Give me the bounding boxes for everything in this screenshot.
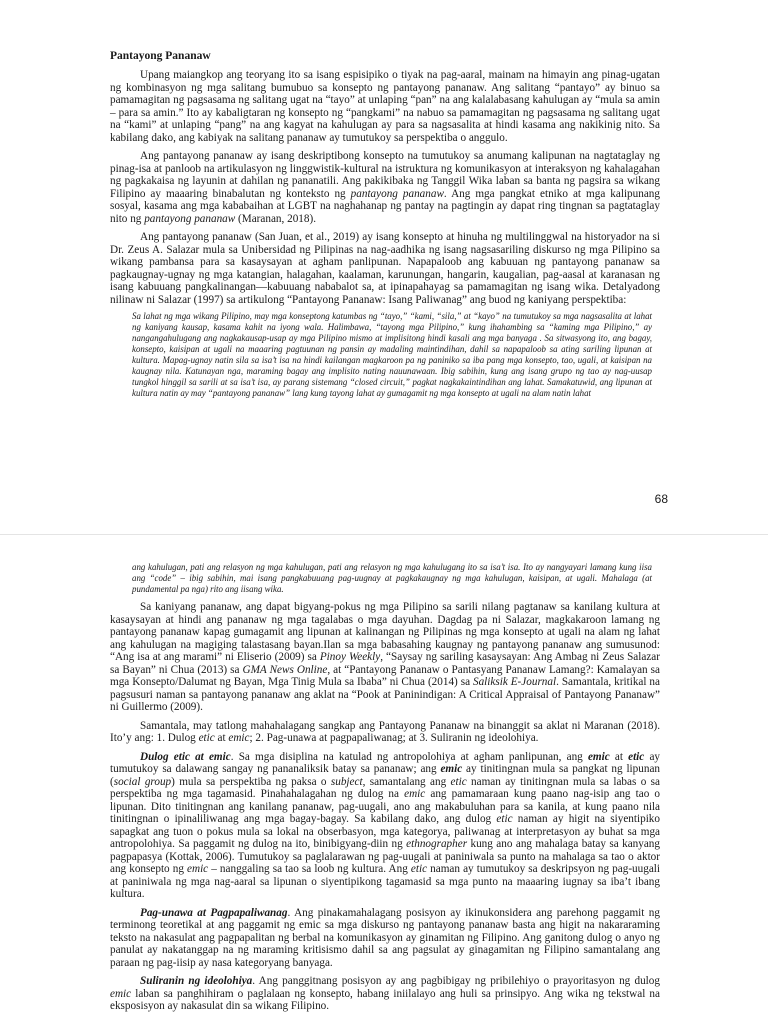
- text-run: (Maranan, 2018).: [235, 212, 317, 225]
- page-number: 68: [654, 492, 668, 506]
- text-run: ay tumutukoy sa dalawang sangay ng pananaliksik batay sa pananaw; ang: [110, 750, 660, 775]
- italic-term: ethnographer: [406, 838, 468, 850]
- text-run: laban sa panghihiram o paglalaan ng konsepto, habang iniilalayo ang huli sa prinsipyo. Ang wika ng tekstwal na eksposisyon ay nakasulat din sa wikang Filipino.: [110, 987, 660, 1012]
- text-run: , at “Pantayong Pananaw o Pantasyang Pananaw Lamang?: Kamalayan sa mga Konsepto/Dalumat ng Bayan, Mga Tinig Mula sa Ibaba” ni Chua (2014) sa: [110, 663, 660, 688]
- text-run: naman ay tinitingnan mula sa labas o sa perspektiba ng mga tagamasid. Pinahahalagahan ng dulog na: [110, 775, 660, 800]
- italic-term: emic: [228, 732, 250, 744]
- italic-term: social group: [113, 775, 172, 788]
- italic-term: etic: [410, 863, 428, 875]
- paragraph-understanding: [110, 907, 660, 970]
- paragraph-ideology: [110, 975, 660, 1013]
- text-run: . Samantala, kritikal na pagsusuri naman sa pantayong pananaw ang aklat na “Pook at Paninindigan: A Critical Appraisal of Pantayong Pananaw” ni Guillermo (2009).: [110, 676, 660, 713]
- text-run: Samantala, may tatlong mahahalagang sangkap ang Pantayong Pananaw na binanggit sa aklat ni Maranan (2018). Ito’y ang: 1. Dulog: [110, 719, 660, 744]
- text-run: Sa kaniyang pananaw, ang dapat bigyang-pokus ng mga Pilipino sa sarili nilang pagtanaw sa kanilang kultura at kasaysayan at hindi ang pananaw ng mga tagalabas o mga dayuhan. Dagdag pa ni Salazar, magkakaroon lamang ng pantayong pananaw kapag gumagamit ang lipunan at kalinangan ng Pilipinas ng mga konsepto at ugali na alam ng lahat ang kahulugan na magiging talastasang bayan.Ilan sa mga babasahing kaugnay ng pantayong pananaw ang sumusunod: “Ang isa at ang marami” ni Eliserio (2009) sa: [110, 601, 660, 663]
- document-page-69: [0, 552, 768, 1024]
- paragraph-etic-emic: [110, 751, 660, 901]
- italic-title: GMA News Online: [242, 663, 328, 676]
- run-in-heading: Pag-unawa at Pagpapaliwanag: [140, 906, 288, 919]
- page-separator: [0, 526, 768, 552]
- text-run: naman ay higit na siyentipiko sapagkat ang tuon o pokus mula sa lokal na obserbasyon, mga kategorya, paliwanag at interpretasyon ay buhat sa mga antropolohiya. Sa paggamit ng dulog na ito, binibigyang-diin ng: [110, 813, 660, 850]
- text-run: ang pamamaraan kung paano nag-isip ang tao o lipunan. Dito tinitingnan ang kanilang pananaw, pag-uugali, ano ang makabuluhan para sa kanila, at kung paano nila tinitingnan o ipinaliliwanag ang mga bagay-bagay. Sa kabilang dako, ang dulog: [110, 788, 660, 825]
- text-run: – nanggaling sa tao sa loob ng kultura. Ang: [208, 863, 411, 875]
- text-run: at: [214, 732, 229, 744]
- block-quote-continued: ang kahulugan, pati ang relasyon ng mga kahulugan, pati ang relasyon ng mga kahulugang ito sa isa’t isa. Ito ay nangyayari lamang kung iisa ang “code” – ibig sabihin, mai isang pangkabuuang pag-uugnay at pagkakaugnay ng mga kahulugan, kaisipan, at ugali. Mahalaga (at pundamental pa nga) rito ang iisang wika.: [132, 562, 652, 594]
- bold-term: etic: [628, 750, 645, 763]
- italic-term: etic: [450, 775, 467, 788]
- paragraph-salazar: Ang pantayong pananaw (San Juan, et al., 2019) ay isang konsepto at hinuha ng multilinggwal na historyador na si Dr. Zeus A. Salazar mula sa Unibersidad ng Pilipinas na nag-aadhika ng isang nagsasariling diskurso ng mga Pilipino sa wikang pambansa para sa kasaysayan at agham panlipunan. Napapaloob ang kabuuan ng pantayong pananaw sa pagkaugnay-ugnay ng mga katangian, halagahan, kaalaman, karunungan, hangarin, kaugalian, pag-aasal at karanasan ng isang kabuuang pangkalinangan—kabuuang nababalot sa, at ipinapahayag sa pamamagitan ng isang wika. Detalyadong nilinaw ni Salazar (1997) sa artikulong “Pantayong Pananaw: Isang Paliwanag” ang buod ng kaniyang perspektiba:: [110, 231, 660, 306]
- run-in-heading: Suliranin ng ideolohiya: [140, 975, 253, 987]
- paragraph-definition: Upang maiangkop ang teoryang ito sa isang espisipiko o tiyak na pag-aaral, mainam na himayin ang pinag-ugatan ng kombinasyon ng mga salitang bumubuo sa konsepto ng pantayong pananaw. Ang salitang “pantayo” ay binuo sa pamamagitan ng pagsasama ng salitang ugat na “tayo” at unlaping “pan” na ang kalalabasang kahulugan ay “mula sa amin – para sa amin.” Ito ay kabaligtaran ng konsepto ng “pangkami” na nabuo sa pamamagitan ng pagsasama ng salitang ugat na “kami” at unlaping “pang” na ang kagyat na kahulugan ay para sa nagsasalita at hindi kasama ang nakikinig nito. Sa kabilang dako, ang kabiyak na salitang pananaw ay tumutukoy sa perspektiba o anggulo.: [110, 69, 660, 144]
- text-run: at: [609, 750, 629, 763]
- bold-term: emic: [440, 763, 463, 775]
- italic-term: pantayong pananaw: [350, 187, 444, 200]
- italic-term: emic: [110, 987, 132, 1000]
- italic-title: Pinoy Weekly: [319, 651, 381, 663]
- paragraph-three-components: [110, 720, 660, 745]
- text-run: , “Saysay ng sariling kasaysayan: Ang Ambag ni Zeus Salazar sa Bayan” ni Chua (2013) sa: [110, 651, 660, 676]
- italic-term: etic: [198, 732, 215, 744]
- page-content: [110, 562, 660, 1013]
- text-run: Ang pantayong pananaw ay isang deskriptibong konsepto na tumutukoy sa anumang kalipunan na nagtataglay ng pinag-isa at panloob na artikulasyon ng linggwistik-kultural na istruktura ng komunikasyon at interaksyon ng kahalagahan ng pagkakaisa ng layunin at dahilan ng pananatili. Ang pakikibaka ng Tanggil Wika laban sa banta ng pagsira sa wikang Filipino ay maaaring binabalutan ng konteksto ng: [110, 150, 660, 200]
- text-run: . Ang mga pangkat etniko at mga kalipunang sosyal, kasama ang mga kababaihan at LGBT na naghahanap ng pantay na pagtingin ay dapat ring tingnan sa pagtataglay nito ng: [110, 187, 660, 225]
- text-run: . Ang pinakamahalagang posisyon ay ikinukonsidera ang parehong paggamit ng terminong teoretikal at ang paggamit ng emic sa mga diskurso ng pantayong pananaw basta ang higit na nakararaming teksto na nakasulat ang pagpapalitan ng berbal na komunikasyon ay ginamitan ng Filipino. Ang ganitong dulog o anyo ng panulat ay nakatanggap na ng maraming kritisismo dahil sa ang pagsulat ay ginagamitan ng Filipino samantalang ang paraan ng pag-iisip ay nasa kategoryang banyaga.: [110, 906, 660, 969]
- text-run: naman ay tumutukoy sa deskripsyon ng pag-uugali at paniniwala ng mga nag-aaral sa lipunan o siyentipikong tagamasid sa mga punto na maaaring iugnay sa iba’t ibang kultura.: [110, 863, 661, 900]
- run-in-heading: Dulog etic at emic: [140, 750, 231, 763]
- block-quote: Sa lahat ng mga wikang Pilipino, may mga konseptong katumbas ng “tayo,” “kami, “sila,” at “kayo” na tumutukoy sa mga nagsasalita at lahat ng kaniyang kausap, kasama kahit na iyong wala. Halimbawa, “tayong mga Pilipino,” kung ihahambing sa “kaming mga Pilipino,” ay nangangahulugang ang nagkakausap-usap ay mga Pilipino mismo at implisitong hindi kasali ang mga banyaga . Sa sitwasyong ito, ang bagay, konsepto, kaisipan at ugali na maaaring pagtuunan ng pansin ay madaling maintindihan, dahil sa napapaloob sa ating sariling lipunan at kultura. Mapag-ugnay natin sila sa isa’t isa na hindi kailangan magkaroon pa ng paniniko sa iba pang mga konsepto, tao, ugali, at kaisipan na kaugnay nila. Katunayan nga, maraming bagay ang implisito nating nauunawaan. Ibig sabihin, kung ang isang grupo ng tao ay nag-uusap tungkol hinggil sa sarili at sa isa’t isa, ay parang sistemang “closed circuit,” pagkat nagkakaintindihan ang lahat. Samakatuwid, ang lipunan at kultura natin ay may “pantayong pananaw” lang kung tayong lahat ay gumagamit ng mga konsepto at ugali na alam natin lahat: [132, 311, 652, 398]
- paragraph-descriptive-concept: [110, 150, 660, 225]
- italic-term: emic: [187, 863, 209, 875]
- bold-term: emic: [587, 750, 610, 763]
- text-run: , samantalang ang: [362, 775, 451, 788]
- section-heading: Pantayong Pananaw: [110, 50, 211, 62]
- paragraph-readings: [110, 601, 660, 714]
- italic-term: etic: [496, 813, 513, 825]
- text-run: . Sa mga disiplina na katulad ng antropolohiya at agham panlipunan, ang: [230, 750, 588, 763]
- italic-term: emic: [404, 788, 426, 800]
- text-run: ay tinitingnan mula sa pangkat ng lipunan (: [110, 763, 661, 788]
- page-content: [110, 50, 660, 399]
- text-run: ; 2. Pag-unawa at pagpapaliwanag; at 3. Suliranin ng ideolohiya.: [249, 732, 539, 744]
- italic-title: Saliksik E-Journal: [472, 676, 557, 688]
- text-run: ) mula sa perspektiba ng paksa o: [171, 775, 331, 788]
- text-run: . Ang panggitnang posisyon ay ang pagbibigay ng pribilehiyo o prayoritasyon ng dulog: [252, 975, 660, 987]
- italic-term: subject: [330, 775, 363, 788]
- separator-line: [0, 534, 768, 535]
- italic-term: pantayong pananaw: [144, 212, 236, 225]
- text-run: kung ano ang mahalaga batay sa kanyang pagpapasya (Kottak, 2006). Tumutukoy sa paglalarawan ng pag-uugali at paniniwala sa punto na mahalaga sa tao o aktor ang konsepto ng: [110, 838, 660, 875]
